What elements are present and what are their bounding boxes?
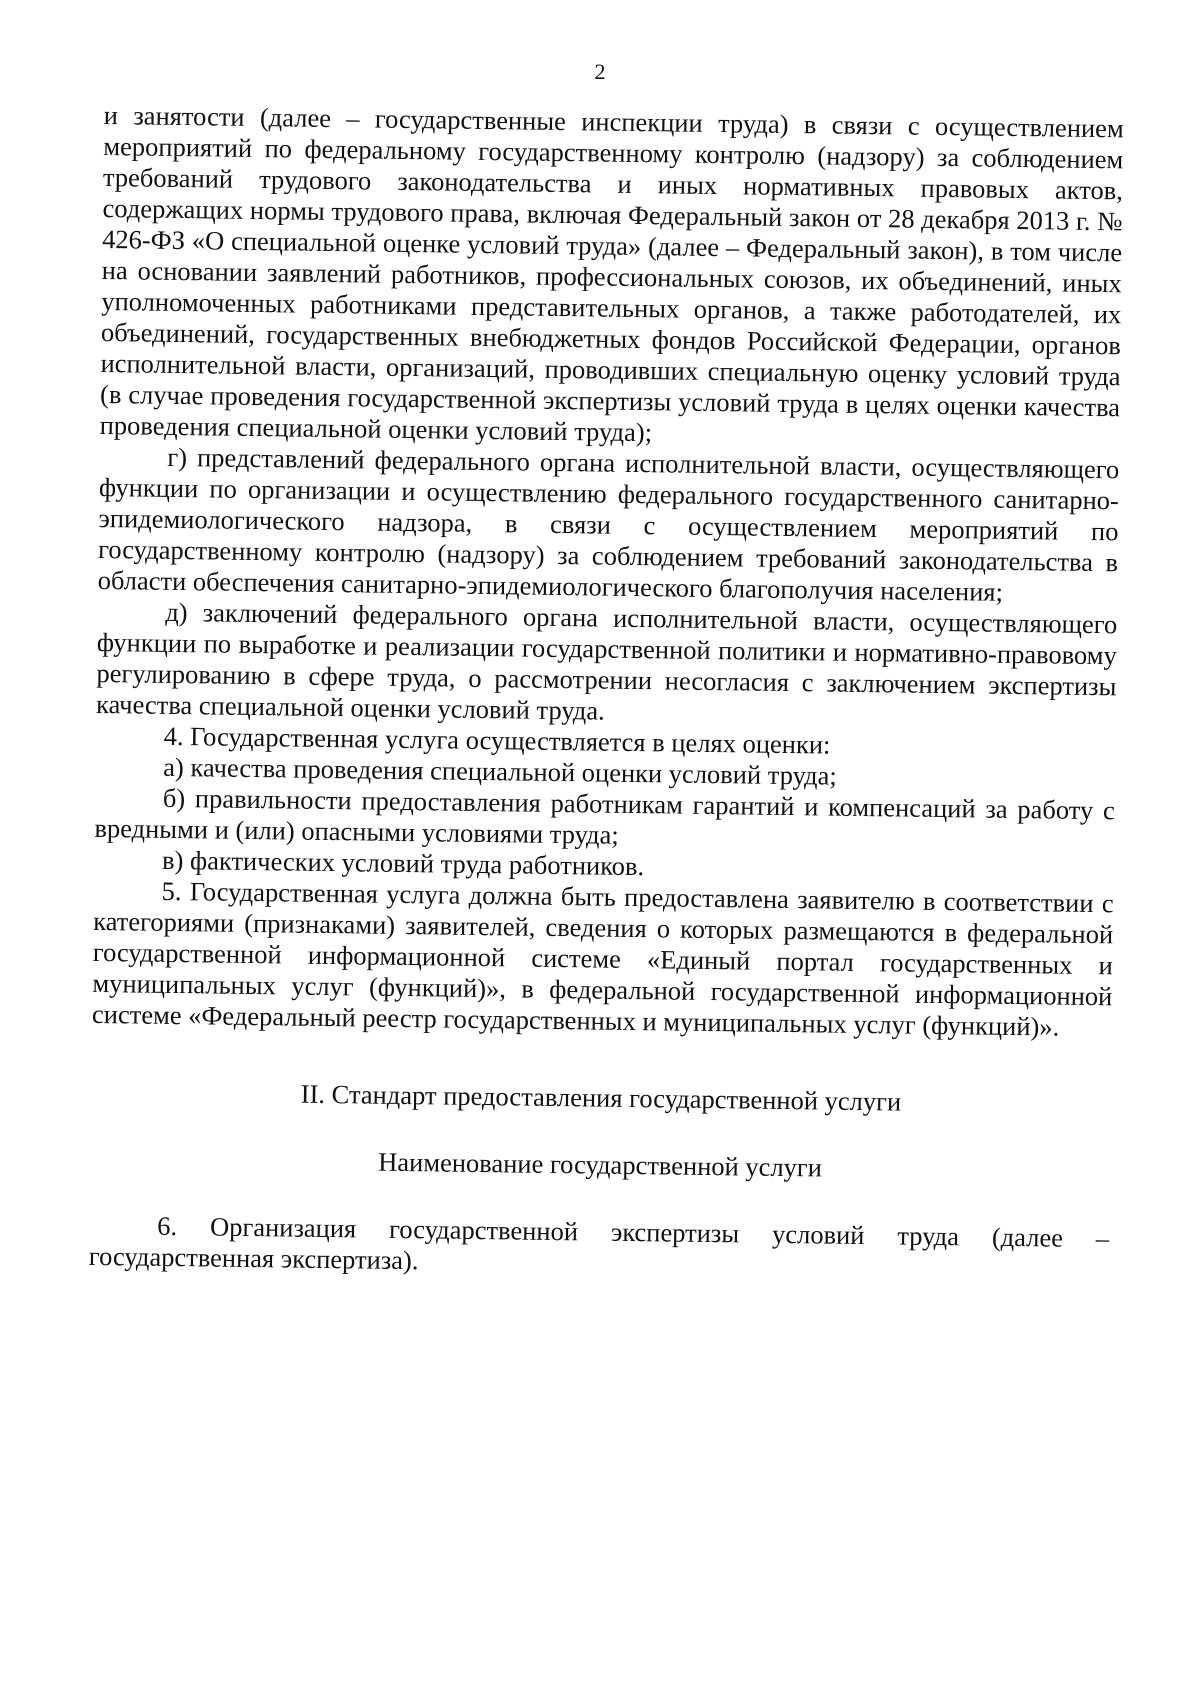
list-item-d: д) заключений федерального органа исполнительной власти, осуществляющего функции по выработке и реализации государственной политики и нормативно-правовому регулированию в сфере труда, о рассмотрении несогласия с заключением экспертизы качества специальной оценки условий труда. xyxy=(95,596,1118,726)
clause-4-item-a: а) качества проведения специальной оценки условий труда; xyxy=(163,751,837,791)
list-item-g: г) представлений федерального органа исполнительной власти, осуществляющего функции по организации и осуществлению федерального государственного санитарно-эпидемиологического надзора, в связи с осуществлением мероприятий по государственному контролю (надзору) за соблюдением требований законодательства в области обеспечения санитарно-эпидемиологического благополучия населения; xyxy=(97,441,1120,607)
clause-6: 6. Организация государственной экспертизы условий труда (далее – государственная экспертиза). xyxy=(88,1210,1110,1276)
section-heading: II. Стандарт предоставления государственной услуги xyxy=(300,1078,902,1117)
document-body xyxy=(89,100,1124,1285)
clause-4-item-v: в) фактических условий труда работников. xyxy=(161,844,645,882)
page-number: 2 xyxy=(594,59,606,84)
paragraph-continuation: и занятости (далее – государственные инспекции труда) в связи с осуществлением мероприятий по федеральному государственному контролю (надзору) за соблюдением требований трудового законодательства и иных нормативных правовых актов, содержащих нормы трудового права, включая Федеральный закон от 28 декабря 2013 г. № 426-ФЗ «О специальной оценке условий труда» (далее – Федеральный закон), в том числе на основании заявлений работников, профессиональных союзов, их объединений, иных уполномоченных работниками представительных органов, а также работодателей, их объединений, государственных внебюджетных фондов Российской Федерации, органов исполнительной власти, организаций, проводивших специальную оценку условий труда (в случае проведения государственной экспертизы условий труда в целях оценки качества проведения специальной оценки условий труда); xyxy=(99,100,1124,448)
clause-4-item-b: б) правильности предоставления работникам гарантий и компенсаций за работу с вредными и (или) опасными условиями труда; xyxy=(94,782,1115,850)
subsection-heading: Наименование государственной услуги xyxy=(378,1146,823,1183)
clause-5: 5. Государственная услуга должна быть предоставлена заявителю в соответствии с категориями (признаками) заявителей, сведения о которых размещаются в федеральной государственной информационной системе «Единый портал государственных и муниципальных услуг (функций)», в федеральной государственной информационной системе «Федеральный реестр государственных и муниципальных услуг (функций)». xyxy=(91,875,1114,1042)
clause-4: 4. Государственная услуга осуществляется в целях оценки: xyxy=(163,720,831,760)
